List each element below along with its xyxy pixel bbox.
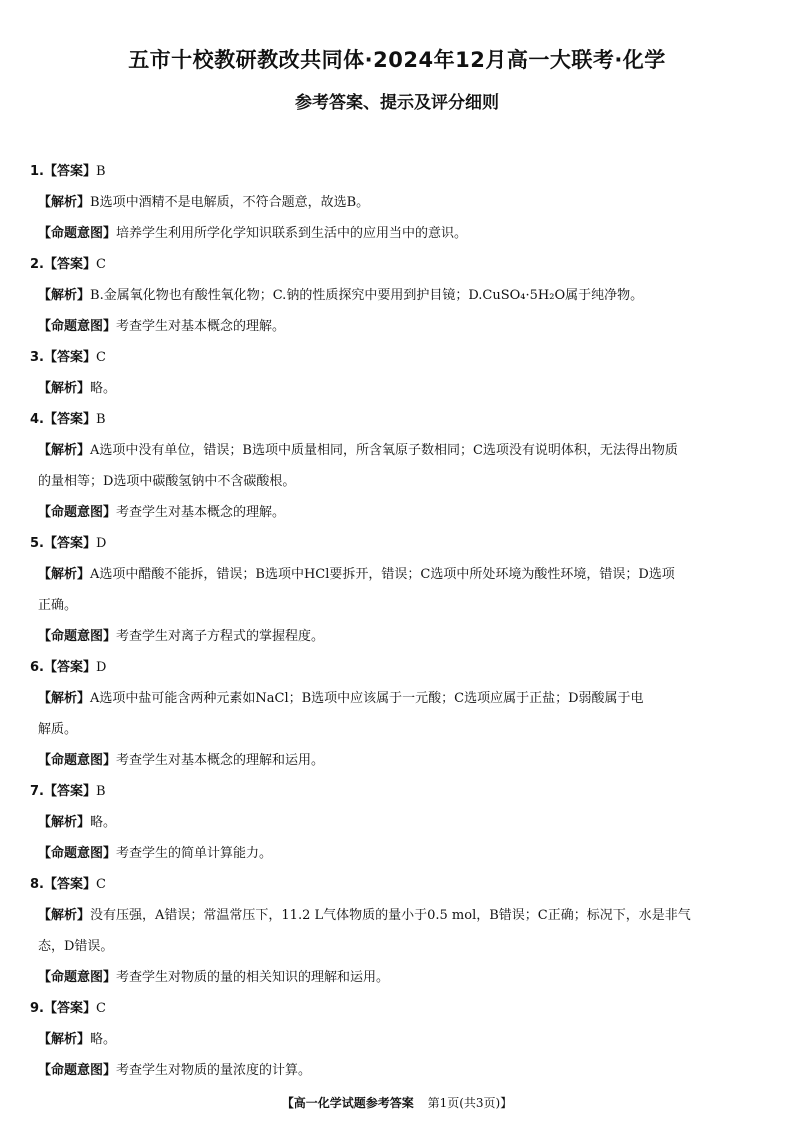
analysis-label: 【解析】 <box>38 381 91 396</box>
answer-line <box>30 776 770 807</box>
intent-line <box>30 838 770 869</box>
answer-label: 【答案】 <box>43 164 96 179</box>
question-number: 2. <box>30 257 44 272</box>
footer-page-number: 第1页(共3页)】 <box>427 1096 513 1110</box>
answer-value: C <box>96 877 106 892</box>
answer-line <box>30 869 770 900</box>
question-number: 7. <box>30 784 44 799</box>
question-number: 9. <box>30 1001 44 1016</box>
answer-line <box>30 528 770 559</box>
analysis-label: 【解析】 <box>38 195 91 210</box>
analysis-line <box>30 559 770 590</box>
answer-label: 【答案】 <box>43 784 96 799</box>
question-block <box>30 528 770 652</box>
analysis-text: 态，D错误。 <box>38 939 114 954</box>
question-block <box>30 156 770 249</box>
analysis-line <box>30 373 770 404</box>
analysis-continuation <box>30 466 770 497</box>
question-block <box>30 249 770 342</box>
analysis-label: 【解析】 <box>38 443 91 458</box>
intent-text: 考查学生对离子方程式的掌握程度。 <box>116 629 325 644</box>
intent-line <box>30 311 770 342</box>
intent-line <box>30 1055 770 1086</box>
analysis-label: 【解析】 <box>38 1032 91 1047</box>
question-number: 5. <box>30 536 44 551</box>
intent-label: 【命题意图】 <box>38 753 117 768</box>
answer-line <box>30 404 770 435</box>
analysis-line <box>30 187 770 218</box>
intent-text: 考查学生的简单计算能力。 <box>116 846 273 861</box>
analysis-text: 没有压强，A错误；常温常压下，11.2 L气体物质的量小于0.5 mol，B错误；C正确；标况下，水是非气 <box>90 908 691 923</box>
answer-value: C <box>96 257 106 272</box>
intent-label: 【命题意图】 <box>38 319 117 334</box>
intent-line <box>30 621 770 652</box>
footer-doc-title: 【高一化学试题参考答案 <box>281 1096 414 1110</box>
answer-list <box>30 156 770 1086</box>
intent-label: 【命题意图】 <box>38 505 117 520</box>
answer-label: 【答案】 <box>43 412 96 427</box>
intent-line <box>30 962 770 993</box>
intent-text: 考查学生对基本概念的理解。 <box>116 319 286 334</box>
answer-value: C <box>96 350 106 365</box>
analysis-text: 的量相等；D选项中碳酸氢钠中不含碳酸根。 <box>38 474 296 489</box>
answer-line <box>30 156 770 187</box>
answer-label: 【答案】 <box>43 1001 96 1016</box>
analysis-line <box>30 280 770 311</box>
question-block <box>30 869 770 993</box>
intent-label: 【命题意图】 <box>38 846 117 861</box>
intent-text: 考查学生对物质的量浓度的计算。 <box>116 1063 312 1078</box>
page-subtitle: 参考答案、提示及评分细则 <box>295 93 499 113</box>
answer-value: B <box>96 784 106 799</box>
question-number: 6. <box>30 660 44 675</box>
answer-value: D <box>96 660 107 675</box>
analysis-continuation <box>30 931 770 962</box>
intent-line <box>30 745 770 776</box>
question-number: 8. <box>30 877 44 892</box>
question-block <box>30 342 770 404</box>
answer-value: B <box>96 412 106 427</box>
analysis-line <box>30 1024 770 1055</box>
answer-line <box>30 249 770 280</box>
intent-text: 考查学生对基本概念的理解和运用。 <box>116 753 325 768</box>
analysis-text: 略。 <box>90 381 117 396</box>
answer-label: 【答案】 <box>43 350 96 365</box>
analysis-text: 略。 <box>90 815 117 830</box>
intent-label: 【命题意图】 <box>38 1063 117 1078</box>
analysis-label: 【解析】 <box>38 815 91 830</box>
analysis-text: 略。 <box>90 1032 117 1047</box>
analysis-text: A选项中没有单位，错误；B选项中质量相同，所含氧原子数相同；C选项没有说明体积，无法得出物质 <box>90 443 678 458</box>
answer-label: 【答案】 <box>43 536 96 551</box>
intent-label: 【命题意图】 <box>38 629 117 644</box>
intent-label: 【命题意图】 <box>38 970 117 985</box>
answer-line <box>30 342 770 373</box>
intent-line <box>30 218 770 249</box>
analysis-label: 【解析】 <box>38 691 91 706</box>
answer-value: B <box>96 164 106 179</box>
analysis-text: B选项中酒精不是电解质，不符合题意，故选B。 <box>90 195 370 210</box>
analysis-continuation <box>30 714 770 745</box>
answer-value: C <box>96 1001 106 1016</box>
analysis-line <box>30 807 770 838</box>
analysis-text: 解质。 <box>38 722 78 737</box>
analysis-label: 【解析】 <box>38 908 91 923</box>
question-block <box>30 776 770 869</box>
intent-label: 【命题意图】 <box>38 226 117 241</box>
intent-text: 培养学生利用所学化学知识联系到生活中的应用当中的意识。 <box>116 226 468 241</box>
answer-value: D <box>96 536 107 551</box>
answer-label: 【答案】 <box>43 877 96 892</box>
analysis-line <box>30 900 770 931</box>
analysis-continuation <box>30 590 770 621</box>
intent-text: 考查学生对物质的量的相关知识的理解和运用。 <box>116 970 390 985</box>
intent-line <box>30 497 770 528</box>
question-number: 3. <box>30 350 44 365</box>
question-number: 4. <box>30 412 44 427</box>
answer-label: 【答案】 <box>43 257 96 272</box>
answer-line <box>30 652 770 683</box>
answer-line <box>30 993 770 1024</box>
analysis-text: A选项中盐可能含两种元素如NaCl；B选项中应该属于一元酸；C选项应属于正盐；D弱酸属于电 <box>90 691 644 706</box>
intent-text: 考查学生对基本概念的理解。 <box>116 505 286 520</box>
analysis-text: B.金属氧化物也有酸性氧化物；C.钠的性质探究中要用到护目镜；D.CuSO₄·5H₂O属于纯净物。 <box>90 288 644 303</box>
analysis-text: A选项中醋酸不能拆，错误；B选项中HCl要拆开，错误；C选项中所处环境为酸性环境，错误；D选项 <box>90 567 675 582</box>
question-block <box>30 404 770 528</box>
analysis-label: 【解析】 <box>38 567 91 582</box>
question-block <box>30 652 770 776</box>
analysis-label: 【解析】 <box>38 288 91 303</box>
analysis-line <box>30 683 770 714</box>
analysis-text: 正确。 <box>38 598 78 613</box>
answer-label: 【答案】 <box>43 660 96 675</box>
page-footer <box>0 1094 794 1111</box>
question-block <box>30 993 770 1086</box>
analysis-line <box>30 435 770 466</box>
page-title: 五市十校教研教改共同体·2024年12月高一大联考·化学 <box>128 48 666 72</box>
question-number: 1. <box>30 164 44 179</box>
